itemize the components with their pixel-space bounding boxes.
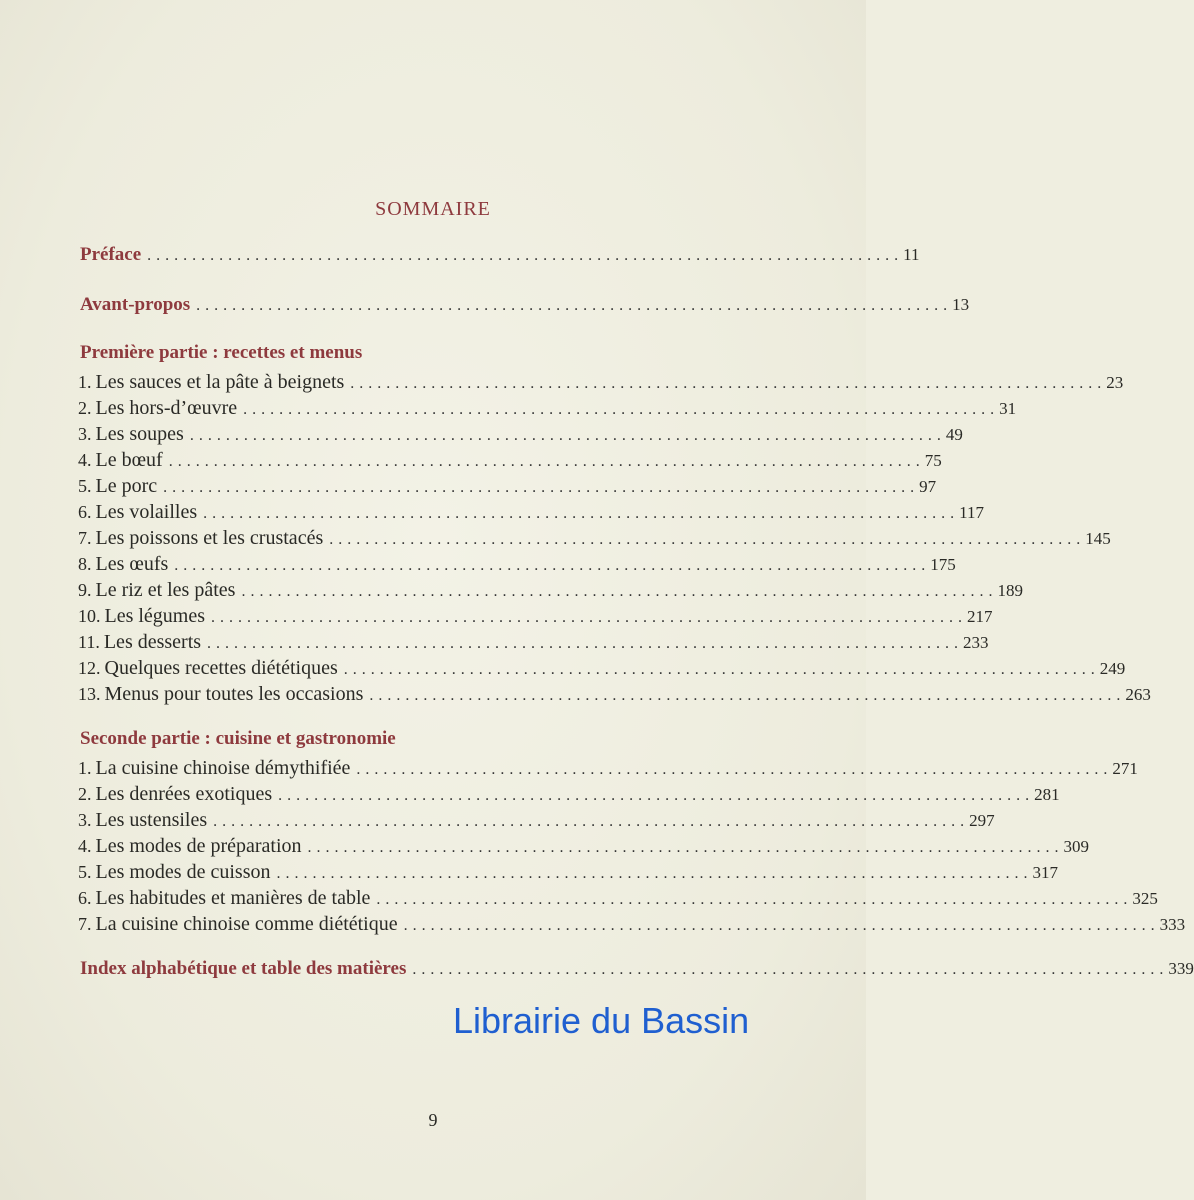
toc-entry bbox=[78, 757, 1138, 780]
toc-number: 5. bbox=[78, 862, 92, 882]
part2-title: Seconde partie : cuisine et gastronomie bbox=[80, 728, 396, 749]
toc-number: 8. bbox=[78, 554, 92, 574]
toc-number: 2. bbox=[78, 784, 92, 804]
toc-page: 13 bbox=[952, 295, 970, 314]
leader-dots: .................................................................................... bbox=[213, 813, 970, 830]
toc-entry bbox=[78, 861, 1058, 884]
toc-label: Le riz et les pâtes bbox=[95, 579, 236, 601]
toc-page: 297 bbox=[969, 811, 995, 830]
toc-page: 233 bbox=[963, 633, 989, 652]
toc-label: Les soupes bbox=[95, 423, 184, 445]
leader-dots: .................................................................................... bbox=[343, 661, 1100, 678]
toc-entry bbox=[78, 397, 1017, 420]
leader-dots: .................................................................................... bbox=[329, 531, 1086, 548]
toc-entry bbox=[78, 783, 1060, 806]
toc-entry bbox=[78, 527, 1111, 550]
toc-entry bbox=[78, 475, 937, 498]
toc-page: 271 bbox=[1112, 759, 1138, 778]
toc-page: 317 bbox=[1032, 863, 1058, 882]
leader-dots: .................................................................................... bbox=[350, 375, 1107, 392]
leader-dots: .................................................................................... bbox=[163, 479, 920, 496]
leader-dots: .................................................................................... bbox=[243, 401, 1000, 418]
toc-page: 189 bbox=[997, 581, 1023, 600]
toc-entry-preface bbox=[80, 244, 920, 266]
toc-entry bbox=[78, 501, 985, 524]
leader-dots: .................................................................................... bbox=[203, 505, 960, 522]
toc-page: 333 bbox=[1159, 915, 1186, 934]
leader-dots: .................................................................................... bbox=[369, 687, 1126, 704]
toc-number: 10. bbox=[78, 606, 101, 626]
toc-number: 3. bbox=[78, 424, 92, 444]
leader-dots: .................................................................................... bbox=[241, 583, 998, 600]
toc-number: 4. bbox=[78, 836, 92, 856]
toc-entry bbox=[78, 423, 963, 446]
leader-dots: .................................................................................... bbox=[189, 427, 946, 444]
page-title: SOMMAIRE bbox=[375, 198, 491, 220]
leader-dots: .................................................................................... bbox=[174, 557, 931, 574]
toc-entry bbox=[78, 657, 1126, 680]
toc-entry bbox=[78, 553, 956, 576]
leader-dots: .................................................................................... bbox=[278, 787, 1035, 804]
toc-page: 23 bbox=[1106, 373, 1124, 392]
toc-label: Les modes de cuisson bbox=[95, 861, 271, 883]
toc-label: Avant-propos bbox=[80, 294, 191, 315]
toc-label: Quelques recettes diététiques bbox=[104, 657, 338, 679]
leader-dots: .................................................................................... bbox=[276, 865, 1033, 882]
toc-label: Les desserts bbox=[103, 631, 202, 653]
leader-dots: .................................................................................... bbox=[403, 917, 1160, 934]
toc-label: Les denrées exotiques bbox=[95, 783, 273, 805]
toc-entry bbox=[78, 605, 993, 628]
toc-page: 249 bbox=[1099, 659, 1126, 678]
toc-number: 2. bbox=[78, 398, 92, 418]
toc-number: 12. bbox=[78, 658, 101, 678]
toc-page: 281 bbox=[1034, 785, 1060, 804]
leader-dots: .................................................................................... bbox=[356, 761, 1113, 778]
toc-number: 4. bbox=[78, 450, 92, 470]
toc-entry bbox=[78, 631, 989, 654]
toc-page: 75 bbox=[924, 451, 942, 470]
toc-page: 117 bbox=[959, 503, 985, 522]
toc-label: Les œufs bbox=[95, 553, 169, 575]
toc-page: 339 bbox=[1168, 959, 1194, 978]
page-number: 9 bbox=[428, 1110, 438, 1130]
toc-label: Le bœuf bbox=[95, 449, 163, 471]
toc-number: 9. bbox=[78, 580, 92, 600]
toc-number: 1. bbox=[78, 758, 92, 778]
toc-entry bbox=[78, 683, 1151, 706]
toc-entry bbox=[78, 835, 1090, 858]
toc-entry bbox=[78, 371, 1124, 394]
toc-number: 13. bbox=[78, 684, 101, 704]
toc-label: Préface bbox=[80, 244, 142, 265]
toc-page: 97 bbox=[919, 477, 937, 496]
toc-number: 6. bbox=[78, 502, 92, 522]
toc-label: Les hors-d’œuvre bbox=[95, 397, 238, 419]
leader-dots: .................................................................................... bbox=[376, 891, 1133, 908]
watermark-text: Librairie du Bassin bbox=[453, 1000, 750, 1041]
toc-label: Les légumes bbox=[104, 605, 206, 627]
toc-entry bbox=[78, 887, 1158, 910]
toc-page: 263 bbox=[1125, 685, 1151, 704]
leader-dots: .................................................................................... bbox=[307, 839, 1064, 856]
toc-number: 6. bbox=[78, 888, 92, 908]
toc-page: 325 bbox=[1132, 889, 1158, 908]
leader-dots: .................................................................................... bbox=[196, 297, 953, 314]
toc-label: Les modes de préparation bbox=[95, 835, 302, 857]
leader-dots: .................................................................................... bbox=[211, 609, 968, 626]
toc-label: La cuisine chinoise démythifiée bbox=[95, 757, 351, 779]
leader-dots: .................................................................................... bbox=[168, 453, 925, 470]
toc-number: 11. bbox=[78, 632, 100, 652]
toc-label: La cuisine chinoise comme diététique bbox=[95, 913, 398, 935]
leader-dots: .................................................................................... bbox=[147, 247, 904, 264]
toc-number: 1. bbox=[78, 372, 92, 392]
toc-page: 309 bbox=[1063, 837, 1090, 856]
toc-page: 11 bbox=[903, 245, 920, 264]
toc-entry-avant-propos bbox=[80, 294, 970, 316]
toc-page: 49 bbox=[945, 425, 963, 444]
leader-dots: .................................................................................... bbox=[207, 635, 964, 652]
part1-title: Première partie : recettes et menus bbox=[80, 342, 363, 363]
toc-page: 31 bbox=[999, 399, 1017, 418]
toc-page: 217 bbox=[967, 607, 993, 626]
toc-entry bbox=[78, 449, 942, 472]
toc-entry-index bbox=[80, 958, 1194, 980]
toc-label: Les volailles bbox=[95, 501, 198, 523]
toc-label: Les habitudes et manières de table bbox=[95, 887, 371, 909]
toc-number: 7. bbox=[78, 528, 92, 548]
toc-entry bbox=[78, 809, 995, 832]
toc-label: Les poissons et les crustacés bbox=[95, 527, 324, 549]
toc-label: Le porc bbox=[95, 475, 158, 497]
toc-number: 5. bbox=[78, 476, 92, 496]
toc-entry bbox=[78, 913, 1186, 936]
toc-page: 145 bbox=[1085, 529, 1111, 548]
toc-label: Les sauces et la pâte à beignets bbox=[95, 371, 345, 393]
toc-label: Menus pour toutes les occasions bbox=[104, 683, 364, 705]
toc-number: 3. bbox=[78, 810, 92, 830]
toc-entry bbox=[78, 579, 1023, 602]
leader-dots: .................................................................................... bbox=[412, 961, 1169, 978]
toc-label: Index alphabétique et table des matières bbox=[80, 958, 407, 979]
toc-number: 7. bbox=[78, 914, 92, 934]
toc-page: 175 bbox=[930, 555, 956, 574]
toc-label: Les ustensiles bbox=[95, 809, 208, 831]
